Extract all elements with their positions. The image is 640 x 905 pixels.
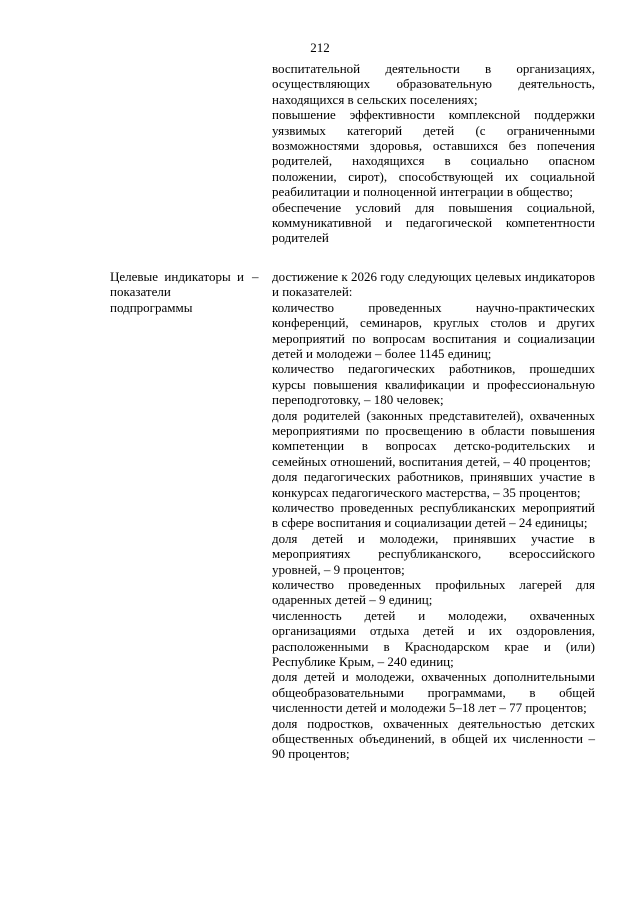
paragraph: доля педагогических работников, принявших участие в конкурсах педагогического мастерства, – 35 процентов; [272,469,595,500]
paragraph: доля детей и молодежи, принявших участие в мероприятиях республиканского, всероссийского уровней, – 9 процентов; [272,530,595,577]
paragraph: воспитательной деятельности в организациях, осуществляющих образовательную деятельность, находящихся в сельских поселениях; [272,61,595,107]
paragraph: доля подростков, охваченных деятельностью детских общественных объединений, в общей их численности – 90 процентов; [272,715,595,762]
paragraph: численность детей и молодежи, охваченных организациями отдыха детей и их оздоровления, расположенными в Краснодарском крае и (или) Республике Крым, – 240 единиц; [272,607,595,670]
paragraph: достижение к 2026 году следующих целевых индикаторов и показателей: [272,268,595,300]
indicators-row [0,269,640,762]
paragraph: количество педагогических работников, прошедших курсы повышения квалификации и профессиональную переподготовку, – 180 человек; [272,361,595,408]
paragraph: повышение эффективности комплексной поддержки уязвимых категорий детей (с ограниченными возможностями здоровья, оставшихся без попечения родителей, находящихся в социально опасном положении, сирот), способствующей их социальной реабилитации и полноценной интеграции в общество; [272,107,595,200]
row-dash: – [252,268,259,284]
paragraph: количество проведенных научно-практических конференций, семинаров, круглых столов и других мероприятий по вопросам воспитания и социализации детей и молодежи – более 1145 единиц; [272,299,595,361]
paragraph: количество проведенных профильных лагерей для одаренных детей – 9 единиц; [272,577,595,608]
tasks-text [272,61,595,246]
indicators-label: Целевые индикаторы и показатели подпрограммы [110,268,244,315]
tasks-row [0,61,640,246]
indicators-text [272,269,595,762]
paragraph: доля детей и молодежи, охваченных дополнительными общеобразовательными программами, в общей численности детей и молодежи 5–18 лет – 77 процентов; [272,669,595,716]
program-passport-table [0,61,640,762]
paragraph: доля родителей (законных представителей), охваченных мероприятиями по просвещению в области повышения компетенции в вопросах детско-родительских и семейных отношений, воспитания детей, – 40 процентов; [272,407,595,469]
paragraph: обеспечение условий для повышения социальной, коммуникативной и педагогической компетентности родителей [272,199,595,246]
paragraph: количество проведенных республиканских мероприятий в сфере воспитания и социализации детей – 24 единицы; [272,499,595,531]
page-number: 212 [310,40,330,55]
